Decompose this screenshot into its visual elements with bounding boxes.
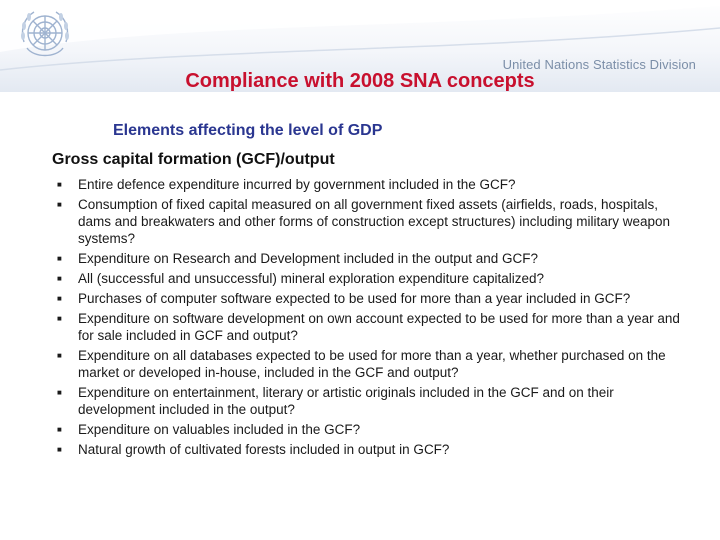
bullet-square-icon: ■ <box>57 314 62 323</box>
list-item <box>54 310 694 344</box>
list-item <box>54 421 694 438</box>
list-item <box>54 270 694 287</box>
bullet-text: Expenditure on software development on own account expected to be used for more than a year and for sale included in GCF and output? <box>78 311 680 343</box>
list-item <box>54 441 694 458</box>
bullet-square-icon: ■ <box>57 254 62 263</box>
bullet-text: Expenditure on all databases expected to be used for more than a year, whether purchased on the market or developed in-house, included in the GCF and output? <box>78 348 666 380</box>
slide-subtitle: Elements affecting the level of GDP <box>113 122 383 139</box>
bullet-square-icon: ■ <box>57 425 62 434</box>
bullet-text: Natural growth of cultivated forests included in output in GCF? <box>78 442 450 457</box>
bullet-text: Expenditure on valuables included in the GCF? <box>78 422 361 437</box>
bullet-text: Expenditure on entertainment, literary or artistic originals included in the GCF and on their development included in the output? <box>78 385 614 417</box>
bullet-square-icon: ■ <box>57 388 62 397</box>
bullet-square-icon: ■ <box>57 180 62 189</box>
slide-title: Compliance with 2008 SNA concepts <box>185 70 535 92</box>
bullet-square-icon: ■ <box>57 274 62 283</box>
bullet-square-icon: ■ <box>57 200 62 209</box>
bullet-text: Entire defence expenditure incurred by government included in the GCF? <box>78 177 516 192</box>
bullet-text: All (successful and unsuccessful) mineral exploration expenditure capitalized? <box>78 271 544 286</box>
bullet-square-icon: ■ <box>57 351 62 360</box>
list-item <box>54 347 694 381</box>
list-item <box>54 176 694 193</box>
list-item <box>54 250 694 267</box>
bullet-square-icon: ■ <box>57 445 62 454</box>
list-item <box>54 290 694 307</box>
section-heading: Gross capital formation (GCF)/output <box>52 151 335 168</box>
bullet-text: Purchases of computer software expected to be used for more than a year included in GCF? <box>78 291 631 306</box>
division-name: United Nations Statistics Division <box>502 57 696 72</box>
list-item <box>54 196 694 247</box>
bullet-square-icon: ■ <box>57 294 62 303</box>
list-item <box>54 384 694 418</box>
bullet-list <box>54 176 694 461</box>
bullet-text: Consumption of fixed capital measured on all government fixed assets (airfields, roads, hospitals, dams and breakwaters and other forms of construction except structures) including military weapon systems? <box>78 197 671 246</box>
bullet-text: Expenditure on Research and Development included in the output and GCF? <box>78 251 539 266</box>
un-emblem-icon <box>14 4 76 66</box>
